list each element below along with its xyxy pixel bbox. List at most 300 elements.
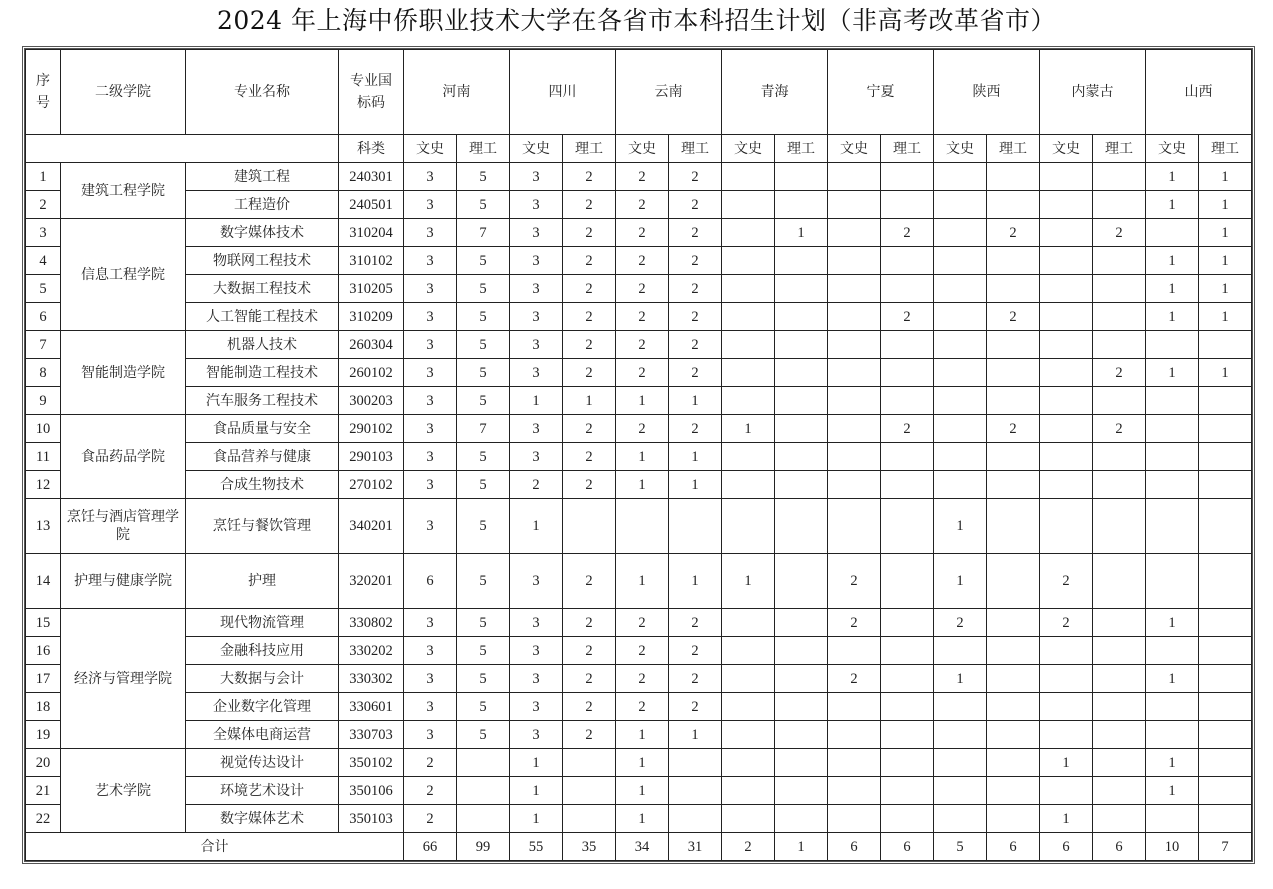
header-province: 云南 — [616, 50, 722, 135]
quota-cell — [987, 163, 1040, 191]
table-row — [26, 163, 1252, 191]
major-name: 护理 — [186, 554, 339, 609]
quota-cell — [881, 721, 934, 749]
quota-cell — [1040, 637, 1093, 665]
quota-cell — [881, 247, 934, 275]
quota-cell — [1040, 163, 1093, 191]
row-seq: 11 — [26, 443, 61, 471]
quota-cell — [1040, 721, 1093, 749]
header-code-label: 专业国标码 — [350, 73, 392, 111]
quota-cell — [1093, 163, 1146, 191]
quota-cell: 2 — [934, 609, 987, 637]
quota-cell — [987, 721, 1040, 749]
quota-cell: 1 — [1146, 359, 1199, 387]
quota-cell: 3 — [404, 191, 457, 219]
header-stream-ligong: 理工 — [457, 135, 510, 163]
table-row — [26, 275, 1252, 303]
quota-cell — [881, 609, 934, 637]
quota-cell: 2 — [1093, 359, 1146, 387]
quota-cell: 1 — [510, 387, 563, 415]
quota-cell — [775, 303, 828, 331]
quota-cell: 1 — [1199, 359, 1252, 387]
total-cell: 6 — [1040, 833, 1093, 861]
college-name: 智能制造学院 — [61, 331, 186, 415]
quota-cell: 2 — [1040, 609, 1093, 637]
quota-cell: 3 — [404, 499, 457, 554]
page-title: 2024 年上海中侨职业技术大学在各省市本科招生计划（非高考改革省市） — [216, 6, 1057, 35]
quota-cell: 1 — [510, 499, 563, 554]
quota-cell — [987, 387, 1040, 415]
quota-cell — [1199, 749, 1252, 777]
quota-cell — [934, 471, 987, 499]
table-row — [26, 247, 1252, 275]
quota-cell: 3 — [510, 554, 563, 609]
quota-cell: 2 — [563, 415, 616, 443]
row-seq: 12 — [26, 471, 61, 499]
quota-cell — [563, 777, 616, 805]
quota-cell — [616, 499, 669, 554]
quota-cell: 1 — [722, 554, 775, 609]
quota-cell: 2 — [616, 415, 669, 443]
quota-cell — [828, 275, 881, 303]
quota-cell — [1093, 554, 1146, 609]
major-name: 食品质量与安全 — [186, 415, 339, 443]
quota-cell — [669, 749, 722, 777]
quota-cell: 1 — [1146, 191, 1199, 219]
quota-cell: 2 — [563, 191, 616, 219]
quota-cell: 2 — [616, 191, 669, 219]
quota-cell — [775, 777, 828, 805]
major-code: 350103 — [339, 805, 404, 833]
quota-cell — [722, 721, 775, 749]
quota-cell: 1 — [616, 777, 669, 805]
total-label: 合计 — [26, 833, 404, 861]
quota-cell — [881, 443, 934, 471]
quota-cell — [1093, 749, 1146, 777]
quota-cell — [934, 749, 987, 777]
quota-cell — [1040, 303, 1093, 331]
major-name: 汽车服务工程技术 — [186, 387, 339, 415]
quota-cell: 2 — [563, 443, 616, 471]
header-stream-ligong: 理工 — [881, 135, 934, 163]
quota-cell: 5 — [457, 471, 510, 499]
major-name: 现代物流管理 — [186, 609, 339, 637]
quota-cell: 6 — [404, 554, 457, 609]
row-seq: 14 — [26, 554, 61, 609]
total-cell: 99 — [457, 833, 510, 861]
major-name: 金融科技应用 — [186, 637, 339, 665]
table-row — [26, 665, 1252, 693]
quota-cell — [934, 247, 987, 275]
major-code: 240501 — [339, 191, 404, 219]
quota-cell — [669, 777, 722, 805]
quota-cell — [457, 777, 510, 805]
quota-cell — [1093, 609, 1146, 637]
quota-cell — [1093, 693, 1146, 721]
header-province: 宁夏 — [828, 50, 934, 135]
quota-cell — [563, 749, 616, 777]
quota-cell — [775, 387, 828, 415]
major-code: 310205 — [339, 275, 404, 303]
table-row — [26, 415, 1252, 443]
row-seq: 18 — [26, 693, 61, 721]
quota-cell — [987, 665, 1040, 693]
quota-cell: 3 — [510, 303, 563, 331]
quota-cell: 5 — [457, 247, 510, 275]
major-code: 310209 — [339, 303, 404, 331]
quota-cell — [881, 471, 934, 499]
quota-cell — [828, 499, 881, 554]
quota-cell: 3 — [404, 247, 457, 275]
quota-cell: 1 — [616, 443, 669, 471]
row-seq: 20 — [26, 749, 61, 777]
major-code: 330202 — [339, 637, 404, 665]
quota-cell — [1093, 331, 1146, 359]
quota-cell: 2 — [828, 609, 881, 637]
quota-cell — [828, 191, 881, 219]
quota-cell — [987, 609, 1040, 637]
quota-cell — [881, 191, 934, 219]
major-code: 290103 — [339, 443, 404, 471]
quota-cell — [934, 303, 987, 331]
quota-cell: 2 — [1093, 219, 1146, 247]
quota-cell: 2 — [616, 693, 669, 721]
major-code: 290102 — [339, 415, 404, 443]
quota-cell: 1 — [1199, 275, 1252, 303]
quota-cell — [563, 499, 616, 554]
quota-cell: 2 — [563, 609, 616, 637]
row-seq: 17 — [26, 665, 61, 693]
major-name: 智能制造工程技术 — [186, 359, 339, 387]
quota-cell: 5 — [457, 554, 510, 609]
quota-cell — [934, 191, 987, 219]
quota-cell — [1040, 443, 1093, 471]
quota-cell: 2 — [510, 471, 563, 499]
quota-cell: 2 — [616, 609, 669, 637]
quota-cell — [775, 805, 828, 833]
quota-cell — [987, 805, 1040, 833]
major-code: 260102 — [339, 359, 404, 387]
header-code — [339, 50, 404, 135]
quota-cell — [1093, 191, 1146, 219]
quota-cell: 1 — [934, 665, 987, 693]
quota-cell — [987, 554, 1040, 609]
quota-cell — [881, 275, 934, 303]
quota-cell — [1093, 805, 1146, 833]
quota-cell — [1199, 331, 1252, 359]
quota-cell — [669, 805, 722, 833]
quota-cell — [1093, 387, 1146, 415]
quota-cell — [828, 415, 881, 443]
quota-cell: 2 — [563, 275, 616, 303]
quota-cell: 5 — [457, 303, 510, 331]
quota-cell — [987, 499, 1040, 554]
header-stream-wenshi: 文史 — [1040, 135, 1093, 163]
quota-cell: 2 — [669, 275, 722, 303]
quota-cell: 1 — [1146, 777, 1199, 805]
row-seq: 5 — [26, 275, 61, 303]
quota-cell — [934, 415, 987, 443]
quota-cell: 3 — [404, 275, 457, 303]
quota-cell — [775, 693, 828, 721]
quota-cell: 2 — [616, 247, 669, 275]
quota-cell — [722, 303, 775, 331]
quota-cell — [775, 749, 828, 777]
quota-cell — [775, 275, 828, 303]
total-cell: 66 — [404, 833, 457, 861]
quota-cell — [1093, 499, 1146, 554]
row-seq: 16 — [26, 637, 61, 665]
header-stream-wenshi: 文史 — [616, 135, 669, 163]
quota-cell — [934, 387, 987, 415]
quota-cell — [934, 331, 987, 359]
header-stream-ligong: 理工 — [1199, 135, 1252, 163]
quota-cell: 2 — [1093, 415, 1146, 443]
quota-cell: 2 — [669, 163, 722, 191]
total-cell: 6 — [828, 833, 881, 861]
quota-cell — [1040, 191, 1093, 219]
quota-cell — [1040, 415, 1093, 443]
quota-cell — [1146, 415, 1199, 443]
quota-cell — [722, 359, 775, 387]
quota-cell — [1146, 443, 1199, 471]
total-cell: 55 — [510, 833, 563, 861]
major-code: 270102 — [339, 471, 404, 499]
quota-cell — [722, 805, 775, 833]
quota-cell — [828, 331, 881, 359]
quota-cell — [934, 163, 987, 191]
quota-cell: 2 — [616, 275, 669, 303]
major-code: 330802 — [339, 609, 404, 637]
quota-cell — [881, 693, 934, 721]
quota-cell — [1040, 693, 1093, 721]
quota-cell — [828, 163, 881, 191]
total-cell: 1 — [775, 833, 828, 861]
row-seq: 13 — [26, 499, 61, 554]
quota-cell: 1 — [1146, 749, 1199, 777]
major-name: 大数据工程技术 — [186, 275, 339, 303]
college-name: 烹饪与酒店管理学院 — [61, 499, 186, 554]
quota-cell — [1040, 275, 1093, 303]
quota-cell — [722, 665, 775, 693]
quota-cell — [775, 247, 828, 275]
quota-cell — [775, 499, 828, 554]
quota-cell: 2 — [563, 359, 616, 387]
quota-cell — [1199, 665, 1252, 693]
quota-cell — [987, 777, 1040, 805]
quota-cell: 1 — [563, 387, 616, 415]
quota-cell — [828, 247, 881, 275]
quota-cell: 2 — [616, 219, 669, 247]
major-name: 工程造价 — [186, 191, 339, 219]
quota-cell — [457, 805, 510, 833]
header-stream-wenshi: 文史 — [510, 135, 563, 163]
quota-cell: 2 — [563, 693, 616, 721]
enrollment-plan-table — [25, 49, 1252, 861]
quota-cell: 5 — [457, 163, 510, 191]
quota-cell: 1 — [1146, 303, 1199, 331]
quota-cell — [775, 443, 828, 471]
quota-cell — [987, 443, 1040, 471]
major-name: 数字媒体技术 — [186, 219, 339, 247]
header-province: 山西 — [1146, 50, 1252, 135]
quota-cell: 5 — [457, 721, 510, 749]
quota-cell: 3 — [510, 693, 563, 721]
quota-cell — [1199, 554, 1252, 609]
quota-cell: 2 — [616, 331, 669, 359]
quota-cell: 3 — [404, 443, 457, 471]
quota-cell — [722, 387, 775, 415]
quota-cell: 3 — [404, 359, 457, 387]
quota-cell — [1199, 415, 1252, 443]
quota-cell — [828, 637, 881, 665]
quota-cell: 2 — [669, 191, 722, 219]
major-name: 视觉传达设计 — [186, 749, 339, 777]
quota-cell — [1093, 275, 1146, 303]
quota-cell — [828, 693, 881, 721]
quota-cell — [1146, 554, 1199, 609]
quota-cell — [1093, 247, 1146, 275]
quota-cell: 1 — [1199, 219, 1252, 247]
total-cell: 10 — [1146, 833, 1199, 861]
quota-cell: 5 — [457, 637, 510, 665]
quota-cell: 2 — [881, 415, 934, 443]
quota-cell — [1093, 471, 1146, 499]
major-name: 建筑工程 — [186, 163, 339, 191]
quota-cell — [669, 499, 722, 554]
quota-cell — [1040, 665, 1093, 693]
quota-cell — [987, 637, 1040, 665]
quota-cell — [934, 275, 987, 303]
quota-cell — [828, 303, 881, 331]
quota-cell: 2 — [669, 219, 722, 247]
major-name: 合成生物技术 — [186, 471, 339, 499]
quota-cell — [934, 777, 987, 805]
quota-cell: 2 — [616, 303, 669, 331]
header-seq — [26, 50, 61, 135]
quota-cell: 1 — [616, 721, 669, 749]
major-name: 机器人技术 — [186, 331, 339, 359]
quota-cell: 3 — [510, 275, 563, 303]
total-cell: 31 — [669, 833, 722, 861]
quota-cell: 1 — [1146, 163, 1199, 191]
quota-cell — [828, 359, 881, 387]
quota-cell — [1199, 499, 1252, 554]
total-cell: 5 — [934, 833, 987, 861]
total-cell: 6 — [987, 833, 1040, 861]
quota-cell: 3 — [404, 693, 457, 721]
quota-cell: 5 — [457, 499, 510, 554]
header-stream-wenshi: 文史 — [934, 135, 987, 163]
quota-cell — [1093, 777, 1146, 805]
quota-cell: 1 — [510, 805, 563, 833]
quota-cell: 1 — [616, 554, 669, 609]
header-stream-ligong: 理工 — [775, 135, 828, 163]
major-code: 310204 — [339, 219, 404, 247]
quota-cell: 3 — [510, 609, 563, 637]
major-name: 数字媒体艺术 — [186, 805, 339, 833]
quota-cell — [828, 471, 881, 499]
major-code: 330703 — [339, 721, 404, 749]
quota-cell — [722, 471, 775, 499]
quota-cell: 2 — [1040, 554, 1093, 609]
quota-cell: 1 — [1146, 665, 1199, 693]
header-province: 陕西 — [934, 50, 1040, 135]
quota-cell — [1199, 805, 1252, 833]
row-seq: 9 — [26, 387, 61, 415]
quota-cell: 3 — [404, 637, 457, 665]
row-seq: 6 — [26, 303, 61, 331]
quota-cell: 2 — [563, 471, 616, 499]
major-code: 330601 — [339, 693, 404, 721]
quota-cell — [1199, 777, 1252, 805]
quota-cell: 7 — [457, 219, 510, 247]
header-province: 内蒙古 — [1040, 50, 1146, 135]
quota-cell — [1199, 387, 1252, 415]
table-row — [26, 721, 1252, 749]
quota-cell: 2 — [616, 665, 669, 693]
quota-cell — [828, 219, 881, 247]
quota-cell: 5 — [457, 443, 510, 471]
quota-cell: 2 — [987, 303, 1040, 331]
quota-cell — [1040, 471, 1093, 499]
quota-cell — [828, 721, 881, 749]
major-code: 340201 — [339, 499, 404, 554]
quota-cell — [881, 805, 934, 833]
quota-cell: 1 — [1199, 191, 1252, 219]
major-code: 350102 — [339, 749, 404, 777]
quota-cell — [934, 637, 987, 665]
quota-cell: 3 — [510, 359, 563, 387]
quota-cell: 5 — [457, 387, 510, 415]
major-name: 食品营养与健康 — [186, 443, 339, 471]
major-name: 企业数字化管理 — [186, 693, 339, 721]
quota-cell — [987, 275, 1040, 303]
table-row — [26, 499, 1252, 554]
quota-cell — [934, 443, 987, 471]
quota-cell: 2 — [563, 637, 616, 665]
quota-cell: 1 — [1199, 303, 1252, 331]
header-province: 青海 — [722, 50, 828, 135]
quota-cell — [1146, 331, 1199, 359]
table-row — [26, 219, 1252, 247]
table-row — [26, 554, 1252, 609]
quota-cell — [987, 693, 1040, 721]
quota-cell — [775, 163, 828, 191]
row-seq: 15 — [26, 609, 61, 637]
header-stream-wenshi: 文史 — [404, 135, 457, 163]
quota-cell: 2 — [563, 219, 616, 247]
quota-cell — [722, 247, 775, 275]
quota-cell — [881, 777, 934, 805]
quota-cell: 1 — [669, 554, 722, 609]
quota-cell: 3 — [404, 219, 457, 247]
quota-cell — [828, 805, 881, 833]
quota-cell: 1 — [616, 387, 669, 415]
table-row — [26, 303, 1252, 331]
quota-cell — [722, 163, 775, 191]
quota-cell — [722, 637, 775, 665]
quota-cell: 2 — [669, 609, 722, 637]
quota-cell — [722, 331, 775, 359]
header-stream-ligong: 理工 — [1093, 135, 1146, 163]
header-row-1 — [26, 50, 1252, 135]
header-stream-ligong: 理工 — [987, 135, 1040, 163]
quota-cell — [775, 721, 828, 749]
header-blank — [26, 135, 339, 163]
quota-cell: 3 — [510, 637, 563, 665]
quota-cell: 3 — [404, 387, 457, 415]
